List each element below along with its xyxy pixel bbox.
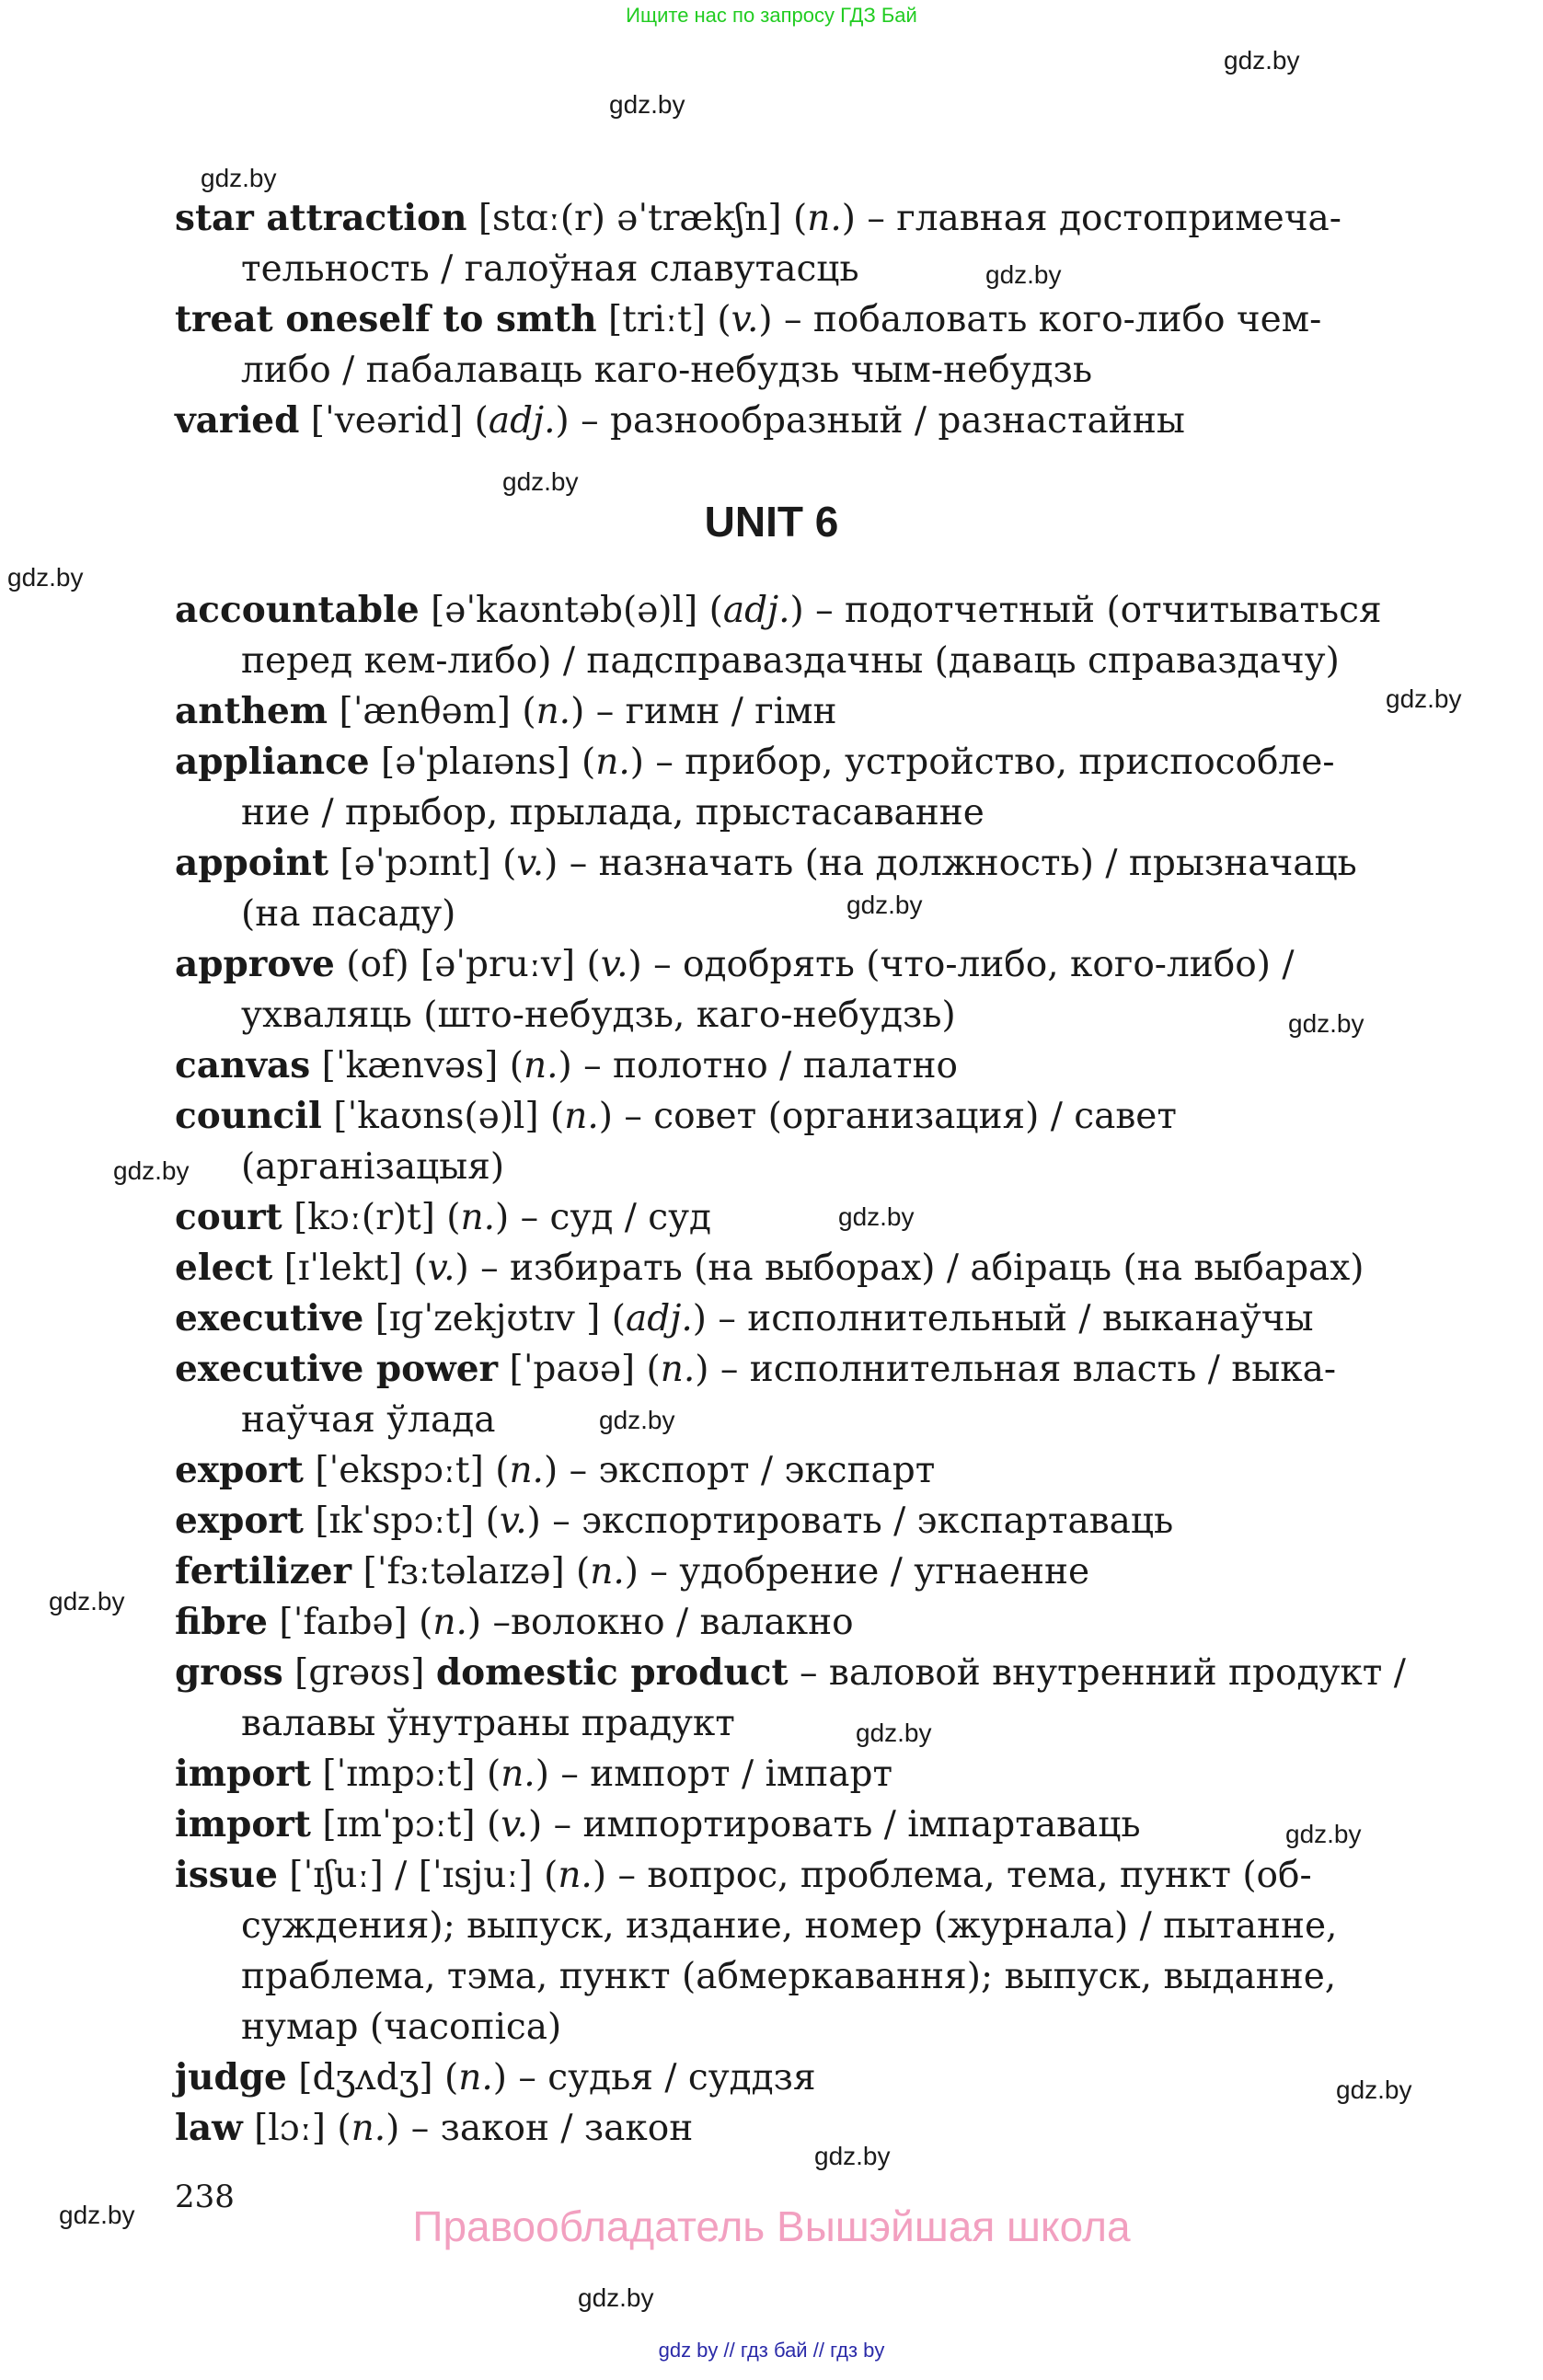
- watermark: gdz.by: [59, 2201, 135, 2229]
- glossary-entry: [175, 294, 1399, 396]
- glossary-entry-line: appliance [əˈplaɪəns] (n.) – прибор, устройство, приспособле-: [175, 741, 1335, 783]
- glossary-entry: [175, 1445, 1399, 1496]
- glossary-entry: [175, 1192, 1399, 1243]
- watermark: gdz.by: [599, 1406, 675, 1434]
- glossary-entry: [175, 585, 1399, 686]
- watermark: gdz.by: [502, 467, 579, 496]
- watermark: gdz.by: [1288, 1009, 1365, 1038]
- glossary-entry-line: elect [ɪˈlekt] (v.) – избирать (на выборах) / абіраць (на выбарах): [175, 1247, 1365, 1289]
- glossary-entry: [175, 1597, 1399, 1648]
- watermark: gdz.by: [7, 563, 84, 592]
- watermark: gdz.by: [49, 1587, 125, 1615]
- glossary-entry-line: judge [dʒʌdʒ] (n.) – судья / суддзя: [175, 2056, 816, 2098]
- footer-link[interactable]: gdz by: [658, 2339, 719, 2362]
- glossary-entry-line: approve (of) [əˈpruːv] (v.) – одобрять (что-либо, кого-либо) /: [175, 943, 1295, 985]
- page-number: 238: [175, 2179, 235, 2215]
- glossary-entry-line: import [ˈɪmpɔːt] (n.) – импорт / імпарт: [175, 1753, 893, 1795]
- glossary-entry: [175, 686, 1399, 737]
- glossary-entry-line: executive power [ˈpaʊə] (n.) – исполнительная власть / выка-: [175, 1348, 1337, 1390]
- watermark: gdz.by: [814, 2142, 891, 2170]
- glossary-entry: [175, 1546, 1399, 1597]
- glossary-entry: [175, 1799, 1399, 1850]
- glossary-entry: [175, 1243, 1399, 1293]
- footer-link[interactable]: гдз by: [830, 2339, 885, 2362]
- watermark: gdz.by: [1224, 46, 1300, 75]
- glossary-entry-line: export [ɪkˈspɔːt] (v.) – экспортировать / экспартаваць: [175, 1500, 1174, 1542]
- glossary-entry-line: нумар (часопіса): [241, 2006, 562, 2048]
- glossary-entry-line: accountable [əˈkaʊntəb(ə)l] (adj.) – подотчетный (отчитываться: [175, 589, 1382, 631]
- glossary-entry-line: суждения); выпуск, издание, номер (журнала) / пытанне,: [241, 1905, 1338, 1947]
- glossary-entry-line: валавы ўнутраны прадукт: [241, 1703, 735, 1744]
- glossary-entry-line: varied [ˈveərid] (adj.) – разнообразный / разнастайны: [175, 399, 1185, 442]
- glossary-entry: [175, 1850, 1399, 2052]
- footer-link[interactable]: гдз бай: [740, 2339, 808, 2362]
- glossary-entry-line: appoint [əˈpɔɪnt] (v.) – назначать (на должность) / прызначаць: [175, 842, 1357, 884]
- glossary-entry-line: law [lɔː] (n.) – закон / закон: [175, 2107, 694, 2149]
- glossary-entry-line: export [ˈekspɔːt] (n.) – экспорт / экспарт: [175, 1449, 936, 1491]
- watermark: gdz.by: [838, 1202, 915, 1231]
- glossary-entry-line: star attraction [stɑː(r) əˈtrækʃn] (n.) – главная достопримеча-: [175, 197, 1341, 239]
- glossary-entry: [175, 2052, 1399, 2103]
- glossary-entry-line: либо / пабалаваць каго-небудзь чым-небудзь: [241, 350, 1093, 391]
- glossary-entry-line: перед кем-либо) / падсправаздачны (даваць справаздачу): [241, 640, 1340, 682]
- glossary-entry-line: ухваляць (што-небудзь, каго-небудзь): [241, 995, 956, 1036]
- unit-title: UNIT 6: [704, 498, 839, 546]
- footer-separator: //: [723, 2339, 735, 2362]
- glossary-entry-line: тельность / галоўная славутасць: [241, 248, 859, 290]
- glossary-entry-line: fibre [ˈfaɪbə] (n.) –волокно / валакно: [175, 1601, 854, 1643]
- glossary-entry-line: treat oneself to smth [triːt] (v.) – побаловать кого-либо чем-: [175, 298, 1322, 340]
- glossary-entry: [175, 939, 1399, 1041]
- glossary-entry: [175, 1091, 1399, 1192]
- glossary-entry-line: import [ɪmˈpɔːt] (v.) – импортировать / імпартаваць: [175, 1803, 1141, 1845]
- watermark: gdz.by: [113, 1156, 190, 1185]
- glossary-entry: [175, 1749, 1399, 1799]
- glossary-entry-line: ние / прыбор, прылада, прыстасаванне: [241, 792, 985, 834]
- glossary-entry-line: (на пасаду): [241, 893, 456, 935]
- glossary-entry-line: executive [ɪɡˈzekjʊtɪv ] (adj.) – исполнительный / выканаўчы: [175, 1297, 1314, 1339]
- glossary-entry-line: fertilizer [ˈfɜːtəlaɪzə] (n.) – удобрение / угнаенне: [175, 1550, 1090, 1592]
- glossary-entry-line: canvas [ˈkænvəs] (n.) – полотно / палатно: [175, 1044, 959, 1087]
- glossary-entry: [175, 1648, 1406, 1749]
- watermark: gdz.by: [1386, 684, 1462, 713]
- header-search-link[interactable]: Ищите нас по запросу ГДЗ Бай: [626, 4, 917, 27]
- watermark: gdz.by: [201, 164, 277, 192]
- glossary-entry-line: праблема, тэма, пункт (абмеркавання); выпуск, выданне,: [241, 1956, 1337, 1997]
- glossary-entry-line: gross [ɡrəʊs] domestic product – валовой внутренний продукт /: [175, 1651, 1406, 1694]
- glossary-entry-line: наўчая ўлада: [241, 1399, 496, 1441]
- watermark: gdz.by: [1285, 1820, 1362, 1848]
- publisher-notice: Правообладатель Вышэйшая школа: [412, 2202, 1131, 2250]
- glossary-entry: [175, 1041, 1399, 1091]
- watermark: gdz.by: [578, 2283, 654, 2312]
- glossary-entry-line: court [kɔː(r)t] (n.) – суд / суд: [175, 1196, 712, 1238]
- glossary-entry-line: issue [ˈɪʃuː] / [ˈɪsjuː] (n.) – вопрос, проблема, тема, пункт (об-: [175, 1854, 1312, 1896]
- glossary-entry: [175, 1344, 1399, 1445]
- glossary-entry-line: anthem [ˈænθəm] (n.) – гимн / гімн: [175, 690, 837, 732]
- glossary-entry: [175, 1496, 1399, 1546]
- watermark: gdz.by: [846, 891, 923, 919]
- glossary-entry: [175, 193, 1399, 294]
- glossary-entry-line: (арганізацыя): [241, 1146, 505, 1188]
- watermark: gdz.by: [856, 1719, 932, 1747]
- glossary-entry: [175, 396, 1399, 446]
- watermark: gdz.by: [609, 90, 685, 119]
- watermark: gdz.by: [985, 260, 1062, 289]
- footer-links: [0, 2339, 1543, 2363]
- glossary-entry: [175, 838, 1399, 939]
- footer-separator: //: [812, 2339, 824, 2362]
- glossary-entry-line: council [ˈkaʊns(ə)l] (n.) – совет (организация) / савет: [175, 1095, 1177, 1137]
- watermark: gdz.by: [1336, 2075, 1412, 2104]
- glossary-entry: [175, 1293, 1399, 1344]
- glossary-entry: [175, 2103, 1399, 2154]
- glossary-entry: [175, 737, 1399, 838]
